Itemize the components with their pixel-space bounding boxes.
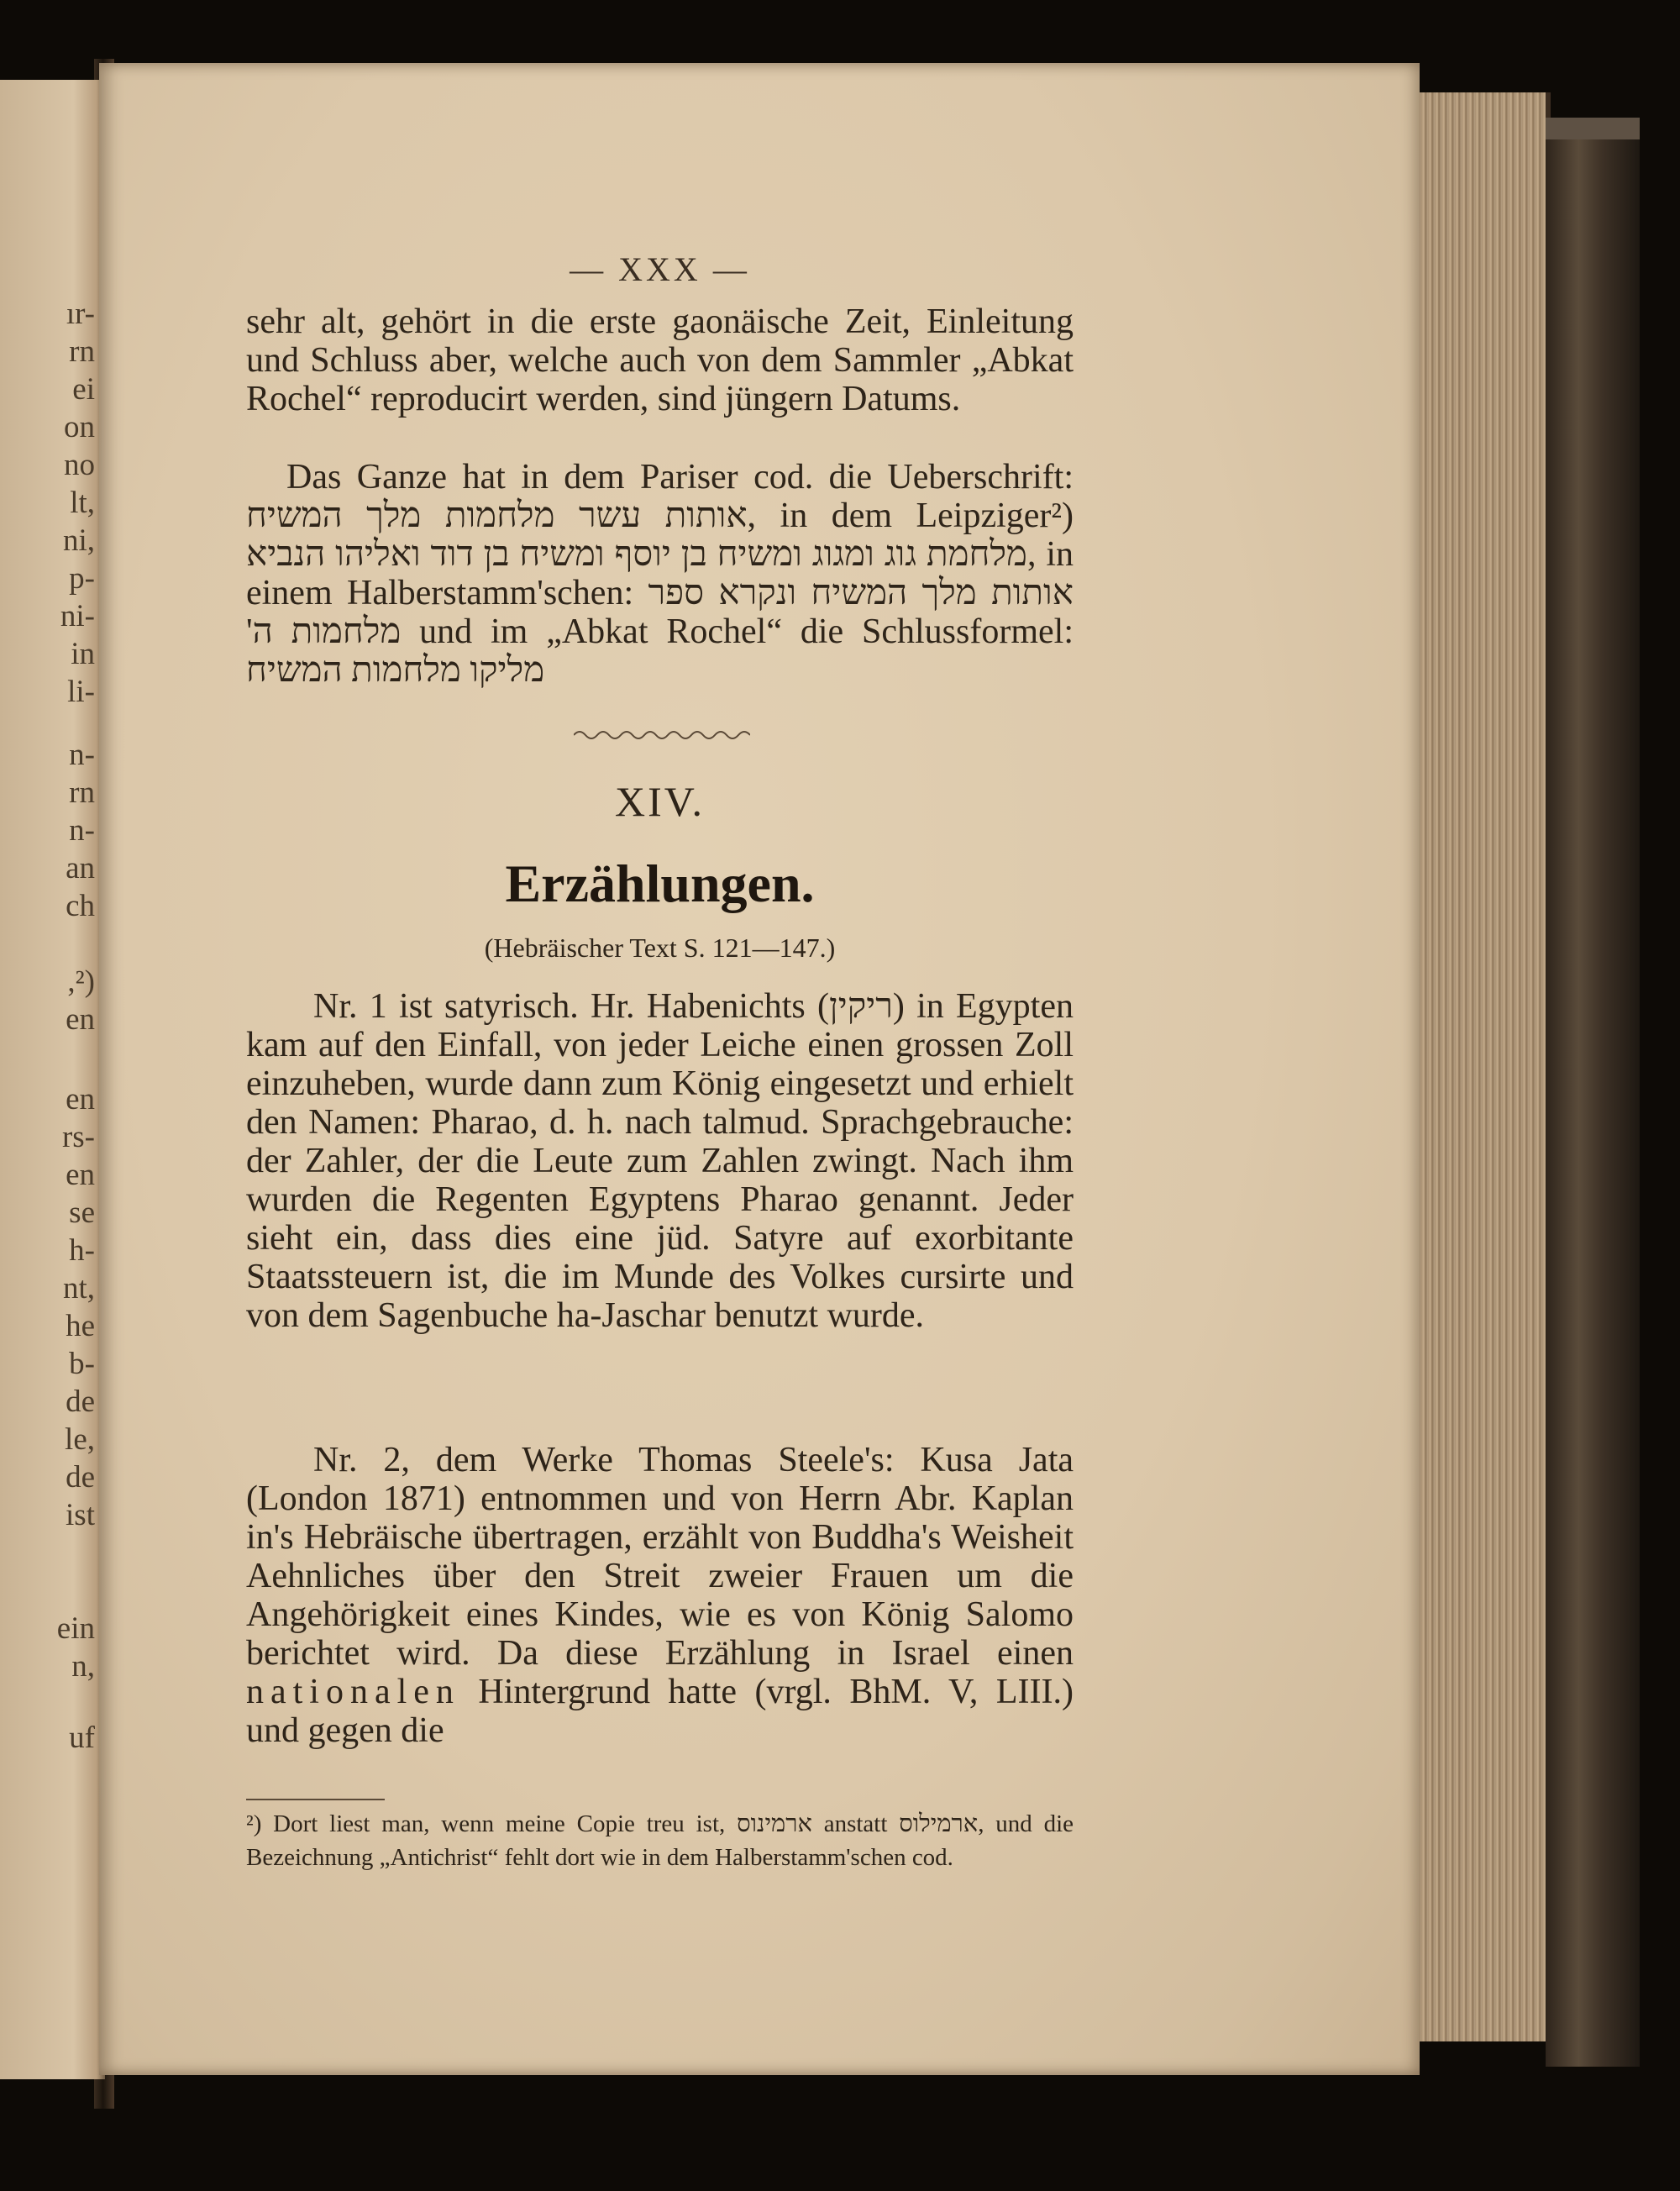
previous-page-fragment: n, xyxy=(71,1649,95,1684)
text-run: und im „Abkat Rochel“ die Schlussformel: xyxy=(419,612,1074,651)
hebrew-text: ריקין xyxy=(829,987,893,1026)
previous-page-fragment: le, xyxy=(65,1422,95,1457)
previous-page-text-fragments xyxy=(0,80,105,2079)
previous-page-fragment: ch xyxy=(66,889,95,923)
book-page xyxy=(99,63,1420,2075)
text-run: Das Ganze hat in dem Pariser cod. die Ueberschrift: xyxy=(286,458,1074,497)
previous-page-fragment: li- xyxy=(67,675,95,709)
previous-page-fragment: de xyxy=(66,1384,95,1419)
previous-page-fragment: ist xyxy=(66,1498,95,1532)
previous-page-fragment: nt, xyxy=(62,1271,95,1306)
text-run: Nr. 1 ist satyrisch. Hr. Habenichts ( xyxy=(313,987,829,1026)
text-run: , in einem Halberstamm'schen: xyxy=(246,535,1074,612)
previous-page-fragment: ni, xyxy=(62,523,95,558)
previous-page-fragment: on xyxy=(64,410,95,444)
section-number: XIV. xyxy=(615,778,705,825)
previous-page-edge xyxy=(0,80,105,2079)
footnote xyxy=(246,1807,1074,1874)
previous-page-fragment: lt, xyxy=(70,486,95,520)
paragraph-continuation: sehr alt, gehört in die erste gaonäische Zeit, Einleitung und Schluss aber, welche auch von dem Sammler „Abkat Rochel“ reproducirt werden, sind jüngern Datums. xyxy=(246,302,1074,418)
text-run: Nr. 2, dem Werke Thomas Steele's: Kusa Jata (London 1871) entnommen und von Herrn Abr. Kaplan in's Hebräische übertragen, erzählt von Buddha's Weisheit Aehnliches über den Streit zweier Frauen um die Angehörigkeit eines Kindes, wie es von König Salomo berichtet wird. Da diese Erzählung in Israel einen xyxy=(246,1441,1074,1673)
hebrew-text: מליקו מלחמות המשיח xyxy=(246,651,545,690)
previous-page-fragment: h- xyxy=(69,1233,95,1268)
previous-page-fragment: uf xyxy=(69,1721,95,1755)
previous-page-fragment: rn xyxy=(69,334,95,369)
previous-page-fragment: rn xyxy=(69,775,95,810)
text-run: ) in Egypten kam auf den Einfall, von jeder Leiche einen grossen Zoll einzuheben, wurde dann zum König eingesetzt und erhielt den Namen: Pharao, d. h. nach talmud. Sprachgebrauche: der Zahler, der die Leute zum Zahlen zwingt. Nach ihm wurden die Regenten Egyptens Pharao genannt. Jeder sieht ein, dass dies eine jüd. Satyre auf exorbitante Staatssteuern ist, die im Munde des Volkes cursirte und von dem Sagenbuche ha-Jaschar benutzt wurde. xyxy=(246,987,1074,1335)
text-run: ²) Dort liest man, wenn meine Copie treu ist, xyxy=(246,1810,726,1837)
previous-page-fragment: ein xyxy=(56,1611,95,1646)
hebrew-text: אותות עשר מלחמות מלך המשיח xyxy=(246,497,748,535)
source-note: (Hebräischer Text S. 121—147.) xyxy=(484,933,836,963)
book-cover-edge xyxy=(1546,118,1640,2067)
paragraph-story-2 xyxy=(246,1441,1074,1750)
text-run: anstatt xyxy=(823,1810,888,1837)
previous-page-fragment: n- xyxy=(69,738,95,772)
text-run: Hintergrund hatte (vrgl. BhM. V, LIII.) und gegen die xyxy=(246,1673,1074,1750)
previous-page-fragment: en xyxy=(66,1002,95,1037)
previous-page-fragment: de xyxy=(66,1460,95,1495)
paragraph-story-1 xyxy=(246,987,1074,1335)
previous-page-fragment: rs- xyxy=(61,1120,95,1154)
previous-page-fragment: n- xyxy=(69,813,95,848)
spaced-emphasis: nationalen xyxy=(246,1673,460,1711)
previous-page-fragment: ,²) xyxy=(67,964,95,999)
previous-page-fragment: he xyxy=(66,1309,95,1343)
wavy-separator-ornament xyxy=(574,727,750,743)
paragraph-manuscript-titles xyxy=(246,458,1074,690)
text-run: , und die Bezeichnung „Antichrist“ fehlt dort wie in dem Halberstamm'schen cod. xyxy=(246,1810,1074,1871)
previous-page-fragment: an xyxy=(66,851,95,885)
previous-page-fragment: b- xyxy=(69,1347,95,1381)
previous-page-fragment: en xyxy=(66,1082,95,1117)
hebrew-text: מלחמת גוג ומגוג ומשיח בן יוסף ומשיח בן דוד ואליהו הנביא xyxy=(246,535,1027,574)
previous-page-fragment: ei xyxy=(72,372,95,407)
previous-page-fragment: ır- xyxy=(66,297,95,331)
page-number: — XXX — xyxy=(570,250,750,288)
hebrew-text: ארמינוס xyxy=(737,1810,812,1837)
previous-page-fragment: en xyxy=(66,1158,95,1192)
previous-page-fragment: p- xyxy=(69,561,95,596)
hebrew-text: ארמילוס xyxy=(899,1810,979,1837)
previous-page-fragment: se xyxy=(69,1195,95,1230)
section-title: Erzählungen. xyxy=(505,854,815,913)
footnote-rule xyxy=(246,1799,385,1800)
previous-page-fragment: in xyxy=(71,637,95,671)
hebrew-text: אותות מלך המשיח ונקרא ספר מלחמות ה' xyxy=(246,574,1074,651)
text-run: , in dem Leipziger²) xyxy=(747,497,1074,535)
previous-page-fragment: ni- xyxy=(60,599,95,633)
previous-page-fragment: no xyxy=(64,448,95,482)
book-cover-top xyxy=(1546,118,1640,139)
